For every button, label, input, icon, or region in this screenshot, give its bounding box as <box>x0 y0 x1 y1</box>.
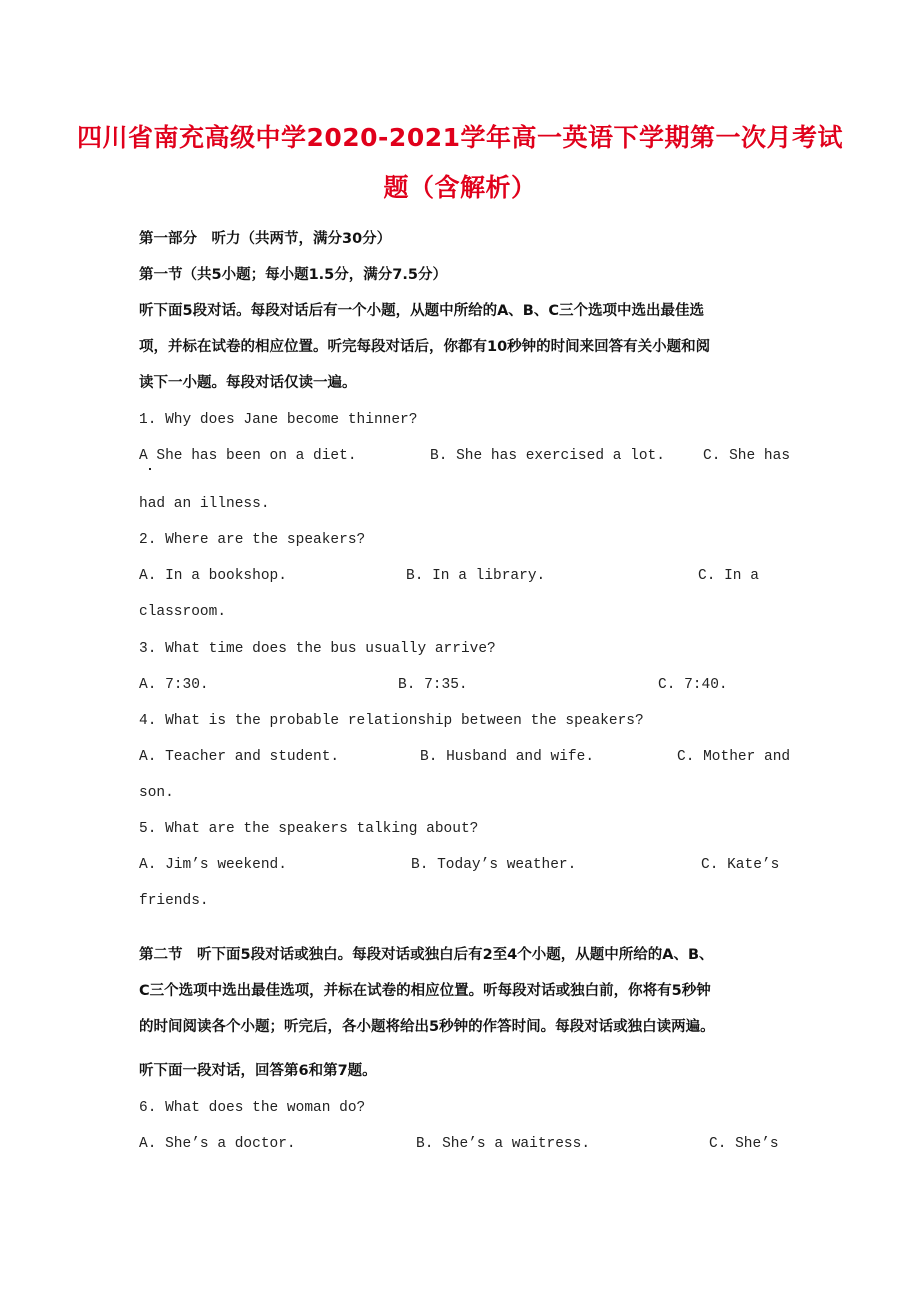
option-b: B. She has exercised a lot. <box>430 448 665 464</box>
document-title-line2: 题（含解析） <box>383 173 537 202</box>
option-a: A. In a bookshop. <box>139 568 287 584</box>
option-a: A. Teacher and student. <box>139 749 340 765</box>
section2-instructions: 第二节 听下面5段对话或独白。每段对话或独白后有2至4个小题，从题中所给的A、B、 <box>139 947 714 963</box>
part1-heading: 第一部分 听力（共两节，满分30分） <box>139 231 392 247</box>
dialog-intro: 听下面一段对话，回答第6和第7题。 <box>139 1063 377 1079</box>
section2-instructions: 的时间阅读各个小题；听完后，各小题将给出5秒钟的作答时间。每段对话或独白读两遍。 <box>139 1019 715 1035</box>
option-b: B. Today’s weather. <box>411 857 577 873</box>
section1-heading: 第一节（共5小题；每小题1.5分，满分7.5分） <box>139 267 447 283</box>
option-c-continued: friends. <box>139 893 209 909</box>
option-c: C. She has <box>703 448 791 464</box>
option-b: B. She’s a waitress. <box>416 1136 591 1152</box>
option-c: C. In a <box>698 568 759 584</box>
question-1: 1. Why does Jane become thinner? <box>139 412 418 428</box>
document-title-line1: 四川省南充高级中学2020-2021学年高一英语下学期第一次月考试 <box>76 123 844 152</box>
stray-dot <box>149 468 151 470</box>
option-a: A. Jim’s weekend. <box>139 857 287 873</box>
instructions-line: 听下面5段对话。每段对话后有一个小题，从题中所给的A、B、C三个选项中选出最佳选 <box>139 303 705 319</box>
question-5: 5. What are the speakers talking about? <box>139 821 479 837</box>
option-a: A. 7:30. <box>139 677 209 693</box>
option-c-continued: classroom. <box>139 604 227 620</box>
option-c: C. Kate’s <box>701 857 780 873</box>
option-c-continued: son. <box>139 785 174 801</box>
section2-instructions: C三个选项中选出最佳选项，并标在试卷的相应位置。听每段对话或独白前，你将有5秒钟 <box>139 983 711 999</box>
instructions-line: 项，并标在试卷的相应位置。听完每段对话后，你都有10秒钟的时间来回答有关小题和阅 <box>139 339 711 355</box>
option-b: B. In a library. <box>406 568 546 584</box>
option-b: B. Husband and wife. <box>420 749 595 765</box>
question-6: 6. What does the woman do? <box>139 1100 366 1116</box>
option-c: C. Mother and <box>677 749 791 765</box>
question-2: 2. Where are the speakers? <box>139 532 366 548</box>
option-a: A She has been on a diet. <box>139 448 357 464</box>
option-a: A. She’s a doctor. <box>139 1136 296 1152</box>
question-3: 3. What time does the bus usually arrive? <box>139 641 496 657</box>
option-b: B. 7:35. <box>398 677 468 693</box>
instructions-line: 读下一小题。每段对话仅读一遍。 <box>139 375 357 391</box>
option-c: C. 7:40. <box>658 677 728 693</box>
question-4: 4. What is the probable relationship between the speakers? <box>139 713 644 729</box>
option-c: C. She’s <box>709 1136 779 1152</box>
option-c-continued: had an illness. <box>139 496 270 512</box>
